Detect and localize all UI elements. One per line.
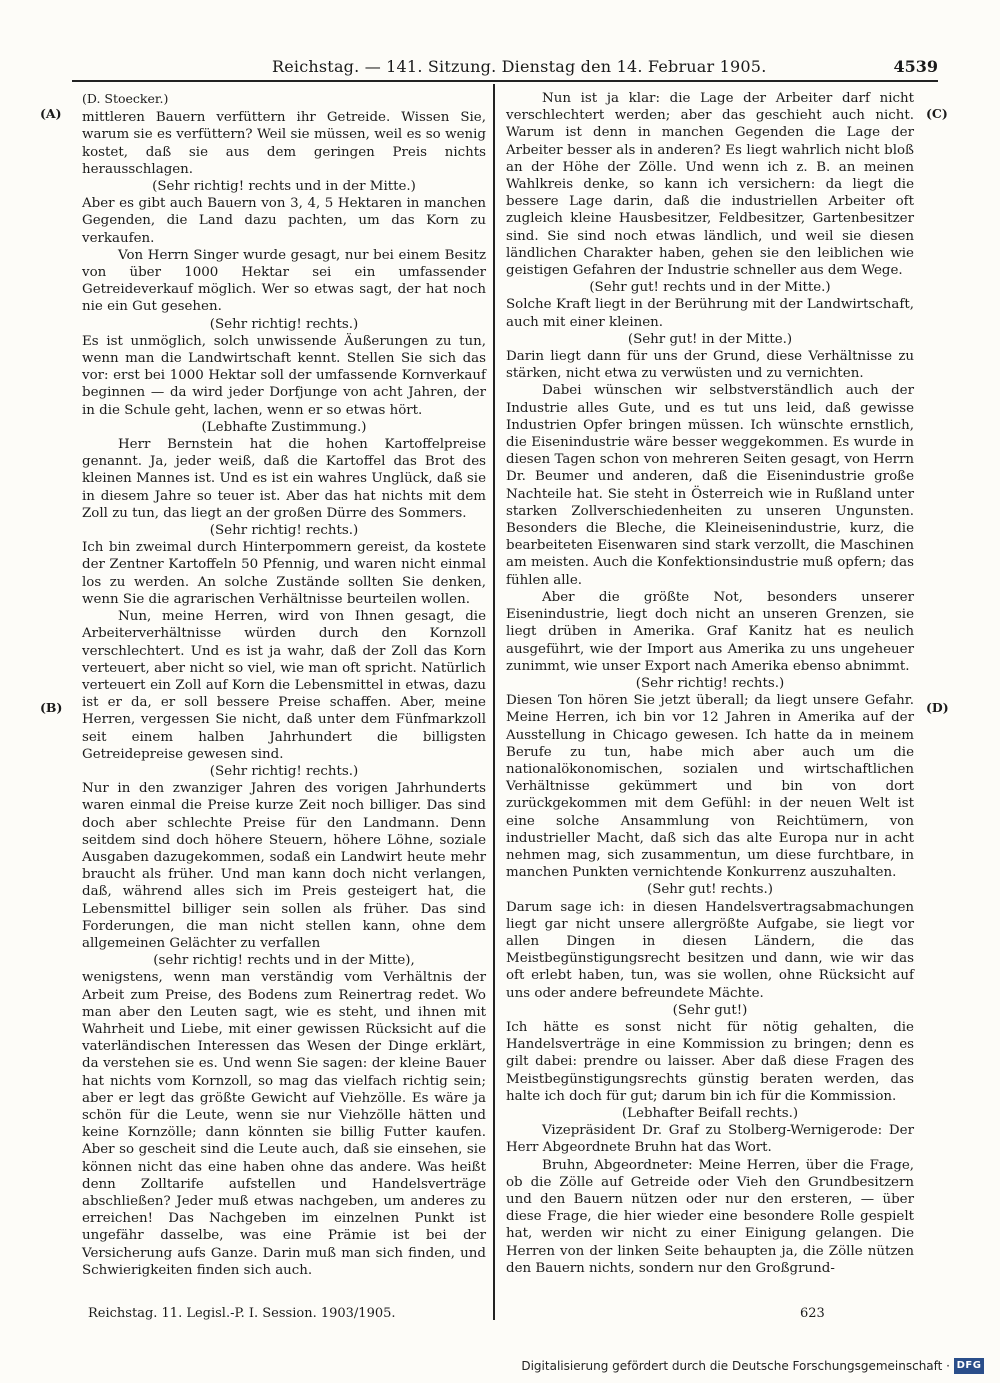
margin-marker-a: (A) (40, 106, 62, 121)
interjection: (Sehr gut! in der Mitte.) (627, 331, 793, 347)
right-paragraphs (506, 90, 914, 1277)
dfg-logo: DFG (954, 1358, 984, 1374)
paragraph: Vizepräsident Dr. Graf zu Stolberg-Wernigerode: Der Herr Abgeordnete Bruhn hat das Wort. (506, 1123, 914, 1156)
paragraph: Solche Kraft liegt in der Berührung mit der Landwirtschaft, auch mit einer kleinen. (506, 297, 914, 330)
footer-session: Reichstag. 11. Legisl.-P. I. Session. 1903/1905. (88, 1306, 396, 1321)
margin-marker-c: (C) (926, 106, 948, 121)
interjection: (Sehr gut! rechts.) (646, 882, 773, 898)
interjection: (Lebhafter Beifall rechts.) (621, 1105, 799, 1121)
interjection: (Sehr richtig! rechts und in der Mitte.) (152, 179, 416, 195)
paragraph: Darum sage ich: in diesen Handelsvertragsabmachungen liegt gar nicht unsere allergrößte Aufgabe, sie liegt vor allen Dingen in diesen Ländern, die das Meistbegünstigungsrecht besitzen und dann, wie wir das oft erlebt haben, tun, was sie wollen, ohne Rücksicht auf uns oder andere befreundete Mächte. (506, 899, 914, 1001)
paragraph: Aber die größte Not, besonders unserer Eisenindustrie, liegt doch nicht an unseren Grenzen, sie liegt drüben in Amerika. Graf Kanitz hat es neulich ausgeführt, wie der Import aus Amerika zu uns ungeheuer zunimmt, wie unser Export nach Amerika ebenso abnimmt. (506, 589, 914, 674)
paragraph: Herr Bernstein hat die hohen Kartoffelpreise genannt. Ja, jeder weiß, daß die Kartoffel das Brot des kleinen Mannes ist. Und es ist ein wahres Unglück, daß sie in diesem Jahre so teuer ist. Aber das hat nichts mit dem Zoll zu tun, das liegt an der großen Dürre des Sommers. (82, 437, 486, 521)
paragraph: Nun ist ja klar: die Lage der Arbeiter darf nicht verschlechtert werden; aber das geschieht auch nicht. Warum ist denn in manchen Gegenden die Lage der Arbeiter besser als in anderen? Es liegt wahrlich nicht bloß an der Höhe der Zölle. Und wenn ich z. B. an meinen Wahlkreis denke, so kann ich versichern: da liegt die bessere Lage darin, daß die industriellen Arbeiter oft zugleich kleine Hausbesitzer, Feldbesitzer, Gartenbesitzer sind. Sie sind noch etwas ländlich, und weil sie diesen ländlichen Charakter haben, gehen sie den leiblichen wie geistigen Gefahren der Industrie schneller aus dem Wege. (506, 91, 914, 279)
paragraph: Nun, meine Herren, wird von Ihnen gesagt, die Arbeiterverhältnisse würden durch den Kornzoll verschlechtert. Und es ist ja wahr, daß der Zoll das Korn verteuert, aber nicht so viel, wie man oft spricht. Natürlich verteuert ein Zoll auf Korn die Lebensmittel in etwas, dazu ist er da, er soll bessere Preise schaffen. Aber, meine Herren, vergessen Sie nicht, daß unter dem Fünfmarkzoll seit einem halben Jahrhundert die billigsten Getreidepreise gewesen sind. (82, 609, 486, 762)
paragraph: Aber es gibt auch Bauern von 3, 4, 5 Hektaren in manchen Gegenden, die Land dazu pachten, um das Korn zu verkaufen. (82, 196, 486, 246)
paragraph: Dabei wünschen wir selbstverständlich auch der Industrie alles Gute, und es tut uns leid, daß gewisse Industrien Opfer bringen müssen. Ich wünschte ernstlich, die Eisenindustrie wäre besser weggekommen. Es wurde in diesen Tagen schon von mehreren Seiten gesagt, von Herrn Dr. Beumer und anderen, daß die Eisenindustrie große Nachteile hat. Sie steht in Österreich wie in Rußland unter starken Zollverschiedenheiten zu unseren Ungunsten. Besonders die Bleche, die Kleineisenindustrie, kurz, die bearbeiteten Eisenwaren sind stark verzollt, die Maschinen am meisten. Auch die Konfektionsindustrie muß opfern; das fühlen alle. (506, 383, 914, 588)
interjection: (Sehr richtig! rechts.) (635, 675, 785, 691)
digitization-credit: Digitalisierung gefördert durch die Deutsche Forschungsgemeinschaft · (521, 1359, 950, 1373)
footer-sheet-number: 623 (800, 1306, 825, 1321)
interjection: (Sehr gut! rechts und in der Mitte.) (589, 280, 831, 296)
interjection: (sehr richtig! rechts und in der Mitte), (153, 953, 415, 969)
header-title: Reichstag. — 141. Sitzung. Dienstag den 14. Februar 1905. (272, 57, 767, 76)
paragraph: Es ist unmöglich, solch unwissende Äußerungen zu tun, wenn man die Landwirtschaft kennt. Stellen Sie sich das vor: erst bei 1000 Hektar soll der umfassende Kornverkauf beginnen — da wird jeder Dorfjunge von acht Jahren, der in die Schule geht, lachen, wenn er so etwas hört. (82, 333, 486, 418)
left-paragraphs (82, 109, 486, 1279)
right-column (506, 90, 914, 1277)
column-divider (493, 84, 495, 1320)
paragraph: Darin liegt dann für uns der Grund, diese Verhältnisse zu stärken, nicht etwa zu verwüsten und zu vernichten. (506, 349, 914, 382)
paragraph: Nur in den zwanziger Jahren des vorigen Jahrhunderts waren einmal die Preise kurze Zeit noch billiger. Das sind doch aber schlechte Preise für den Landmann. Denn seitdem sind doch höhere Steuern, höhere Löhne, soziale Ausgaben dazugekommen, sodaß ein Landwirt heute mehr braucht als früher. Und man kann doch nicht verlangen, daß, während alles sich im Preis gesteigert hat, die Lebensmittel billiger sein sollen als früher. Das sind Forderungen, die man nicht stellen kann, ohne dem allgemeinen Gelächter zu verfallen (82, 781, 486, 951)
paragraph: Bruhn, Abgeordneter: Meine Herren, über die Frage, ob die Zölle auf Getreide oder Vieh den Grundbesitzern und den Bauern nützen oder nur den ersteren, — über diese Frage, die hier wieder eine besondere Rolle gespielt hat, werden wir nicht zu einer Einigung gelangen. Die Herren von der linken Seite behaupten ja, die Zölle nützen den Bauern nichts, sondern nur den Großgrund- (506, 1157, 914, 1276)
margin-marker-b: (B) (40, 700, 63, 715)
paragraph: Diesen Ton hören Sie jetzt überall; da liegt unsere Gefahr. Meine Herren, ich bin vor 12 Jahren in Amerika auf der Ausstellung in Chicago gewesen. Ich hatte da in meinem Berufe zu tun, habe mich aber auch um die nationalökonomischen, sozialen und wirtschaftlichen Verhältnisse gekümmert und bin von dort zurückgekommen mit dem Gefühl: in der neuen Welt ist eine solche Ansammlung von Reichtümern, von industrieller Macht, daß sich das alte Europa nur in acht nehmen mag, sich zusammentun, um diese furchtbare, in manchen Punkten vernichtende Konkurrenz auszuhalten. (506, 693, 914, 881)
interjection: (Sehr gut!) (672, 1002, 748, 1018)
left-column (82, 90, 486, 1279)
digitization-bar (0, 1352, 1000, 1383)
paragraph: Ich hätte es sonst nicht für nötig gehalten, die Handelsverträge in eine Kommission zu bringen; denn es gilt dabei: prendre ou laisser. Aber daß diese Fragen des Meistbegünstigungsrechts günstig beraten werden, das halte ich doch für gut; darum bin ich für die Kommission. (506, 1019, 914, 1104)
paragraph: Ich bin zweimal durch Hinterpommern gereist, da kostete der Zentner Kartoffeln 50 Pfennig, und waren nicht einmal los zu werden. An solche Zustände sollten Sie denken, wenn Sie die agrarischen Verhältnisse beurteilen wollen. (82, 540, 486, 607)
page-number: 4539 (893, 57, 938, 76)
paragraph: mittleren Bauern verfüttern ihr Getreide. Wissen Sie, warum sie es verfüttern? Weil sie müssen, weil es so wenig kostet, daß sie aus dem geringen Preis nichts herausschlagen. (82, 110, 486, 177)
interjection: (Sehr richtig! rechts.) (209, 316, 359, 332)
interjection: (Sehr richtig! rechts.) (209, 763, 359, 779)
running-header (72, 56, 938, 78)
speaker-tag: (D. Stoecker.) (82, 91, 169, 106)
paragraph: wenigstens, wenn man verständig vom Verhältnis der Arbeit zum Preise, des Bodens zum Reinertrag redet. Wo man aber den Leuten sagt, wie es steht, und ihnen mit Wahrheit und Liebe, mit einer gewissen Rücksicht auf die vaterländischen Interessen das Wesen der Dinge erklärt, da verstehen sie es. Und wenn Sie sagen: der kleine Bauer hat nichts vom Kornzoll, so mag das vielfach richtig sein; aber er legt das größte Gewicht auf Viehzölle. Es wäre ja schön für die Leute, wenn sie nur Viehzölle hätten und keine Kornzölle; dann könnten sie billig Futter kaufen. Aber so gescheit sind die Leute auch, daß sie einsehen, sie können nicht das eine haben ohne das andere. Was heißt denn Zolltarife aufstellen und Handelsverträge abschließen? Jeder muß etwas nachgeben, um anderes zu erreichen! Das Nachgeben im einzelnen Punkt ist ungefähr dasselbe, was eine Prämie ist bei der Versicherung aufs Ganze. Darin muß man sich finden, und Schwierigkeiten finden sich auch. (82, 970, 486, 1278)
interjection: (Sehr richtig! rechts.) (209, 523, 359, 539)
header-rule (72, 80, 938, 82)
paragraph: Von Herrn Singer wurde gesagt, nur bei einem Besitz von über 1000 Hektar sei ein umfassender Getreideverkauf möglich. Wer so etwas sagt, der hat noch nie ein Gut gesehen. (82, 247, 486, 315)
interjection: (Lebhafte Zustimmung.) (201, 419, 367, 435)
margin-marker-d: (D) (926, 700, 949, 715)
